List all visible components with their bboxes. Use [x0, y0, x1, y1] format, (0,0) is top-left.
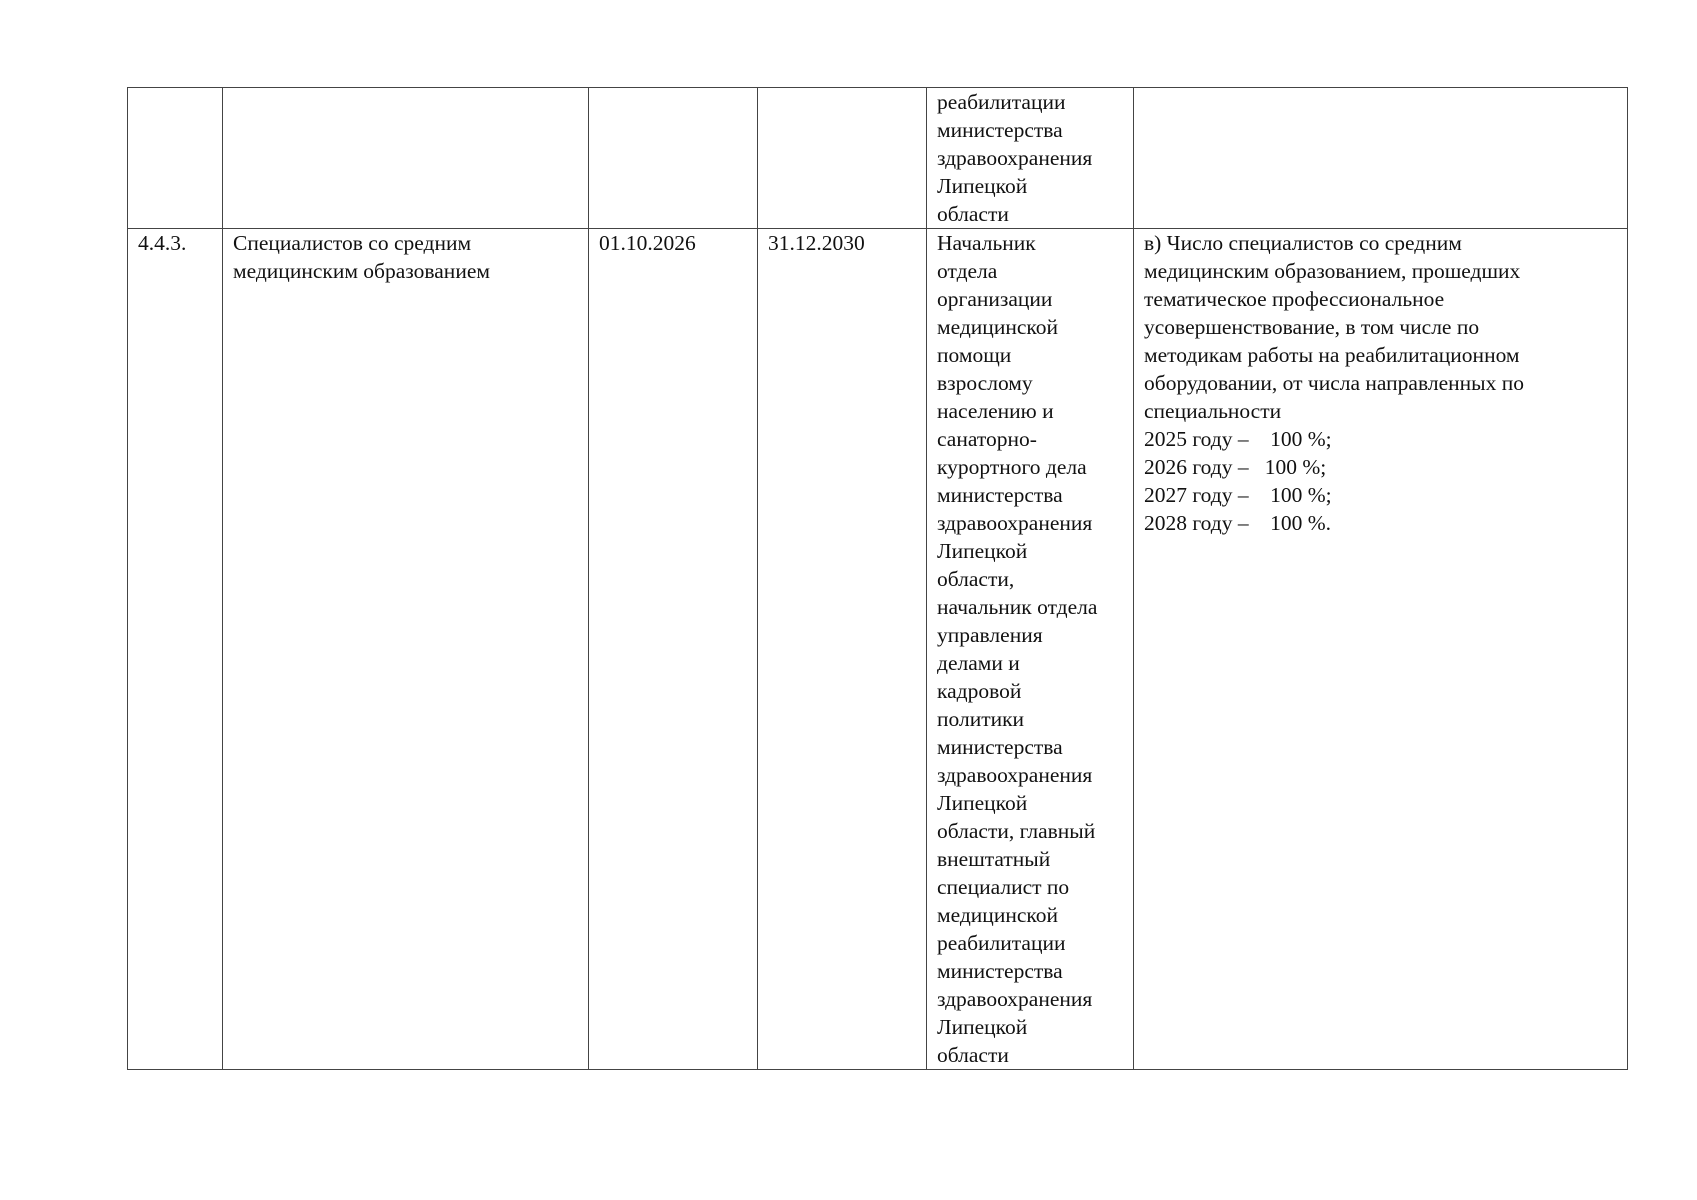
- text-line: тематическое профессиональное: [1144, 287, 1445, 311]
- text-line: Липецкой: [937, 539, 1028, 563]
- text-line: санаторно-: [937, 427, 1037, 451]
- responsible-text: [937, 229, 1125, 1069]
- text-line: организации: [937, 287, 1053, 311]
- text-line: управления: [937, 623, 1043, 647]
- target-2027: 2027 году – 100 %;: [1144, 483, 1332, 507]
- text-line: области,: [937, 567, 1015, 591]
- text-line: Липецкой: [937, 1015, 1028, 1039]
- text-line: здравоохранения: [937, 763, 1093, 787]
- text-line: методикам работы на реабилитационном: [1144, 343, 1520, 367]
- text-line: здравоохранения: [937, 146, 1093, 170]
- text-line: Липецкой: [937, 791, 1028, 815]
- text-line: медицинской: [937, 903, 1058, 927]
- text-line: отдела: [937, 259, 998, 283]
- text-line: делами и: [937, 651, 1020, 675]
- cell-name: [223, 229, 589, 1070]
- text-line: здравоохранения: [937, 987, 1093, 1011]
- text-line: Специалистов со средним: [233, 231, 472, 255]
- cell-indicator: [1134, 88, 1628, 229]
- table-row-continuation: [128, 88, 1628, 229]
- cell-responsible: [927, 88, 1134, 229]
- responsible-text: [937, 88, 1125, 228]
- end-date: 31.12.2030: [768, 231, 865, 255]
- text-line: специалист по: [937, 875, 1070, 899]
- text-line: области: [937, 1043, 1009, 1067]
- text-line: министерства: [937, 959, 1063, 983]
- text-line: министерства: [937, 483, 1063, 507]
- text-line: здравоохранения: [937, 511, 1093, 535]
- text-line: оборудовании, от числа направленных по: [1144, 371, 1524, 395]
- target-2026: 2026 году – 100 %;: [1144, 455, 1327, 479]
- text-line: специальности: [1144, 399, 1282, 423]
- text-line: Начальник: [937, 231, 1036, 255]
- cell-start-date: [589, 229, 758, 1070]
- cell-end-date: [758, 88, 927, 229]
- text-line: населению и: [937, 399, 1054, 423]
- target-2025: 2025 году – 100 %;: [1144, 427, 1332, 451]
- text-line: усовершенствование, в том числе по: [1144, 315, 1480, 339]
- text-line: министерства: [937, 118, 1063, 142]
- activity-name: [233, 229, 580, 285]
- cell-responsible: [927, 229, 1134, 1070]
- text-line: реабилитации: [937, 90, 1066, 114]
- text-line: помощи: [937, 343, 1012, 367]
- activities-table: [127, 87, 1628, 1070]
- text-line: внештатный: [937, 847, 1051, 871]
- text-line: начальник отдела: [937, 595, 1098, 619]
- text-line: Липецкой: [937, 174, 1028, 198]
- text-line: медицинским образованием: [233, 259, 490, 283]
- text-line: политики: [937, 707, 1025, 731]
- text-line: медицинской: [937, 315, 1058, 339]
- target-2028: 2028 году – 100 %.: [1144, 511, 1332, 535]
- text-line: взрослому: [937, 371, 1033, 395]
- text-line: медицинским образованием, прошедших: [1144, 259, 1521, 283]
- cell-end-date: [758, 229, 927, 1070]
- table-row-4-4-3: [128, 229, 1628, 1070]
- text-line: министерства: [937, 735, 1063, 759]
- cell-name: [223, 88, 589, 229]
- text-line: области, главный: [937, 819, 1096, 843]
- cell-indicator: [1134, 229, 1628, 1070]
- cell-number: [128, 88, 223, 229]
- indicator-text: [1144, 229, 1619, 537]
- text-line: курортного дела: [937, 455, 1087, 479]
- text-line: реабилитации: [937, 931, 1066, 955]
- text-line: в) Число специалистов со средним: [1144, 231, 1462, 255]
- text-line: кадровой: [937, 679, 1022, 703]
- cell-number: [128, 229, 223, 1070]
- cell-start-date: [589, 88, 758, 229]
- row-number: 4.4.3.: [138, 231, 187, 255]
- text-line: области: [937, 202, 1009, 226]
- start-date: 01.10.2026: [599, 231, 696, 255]
